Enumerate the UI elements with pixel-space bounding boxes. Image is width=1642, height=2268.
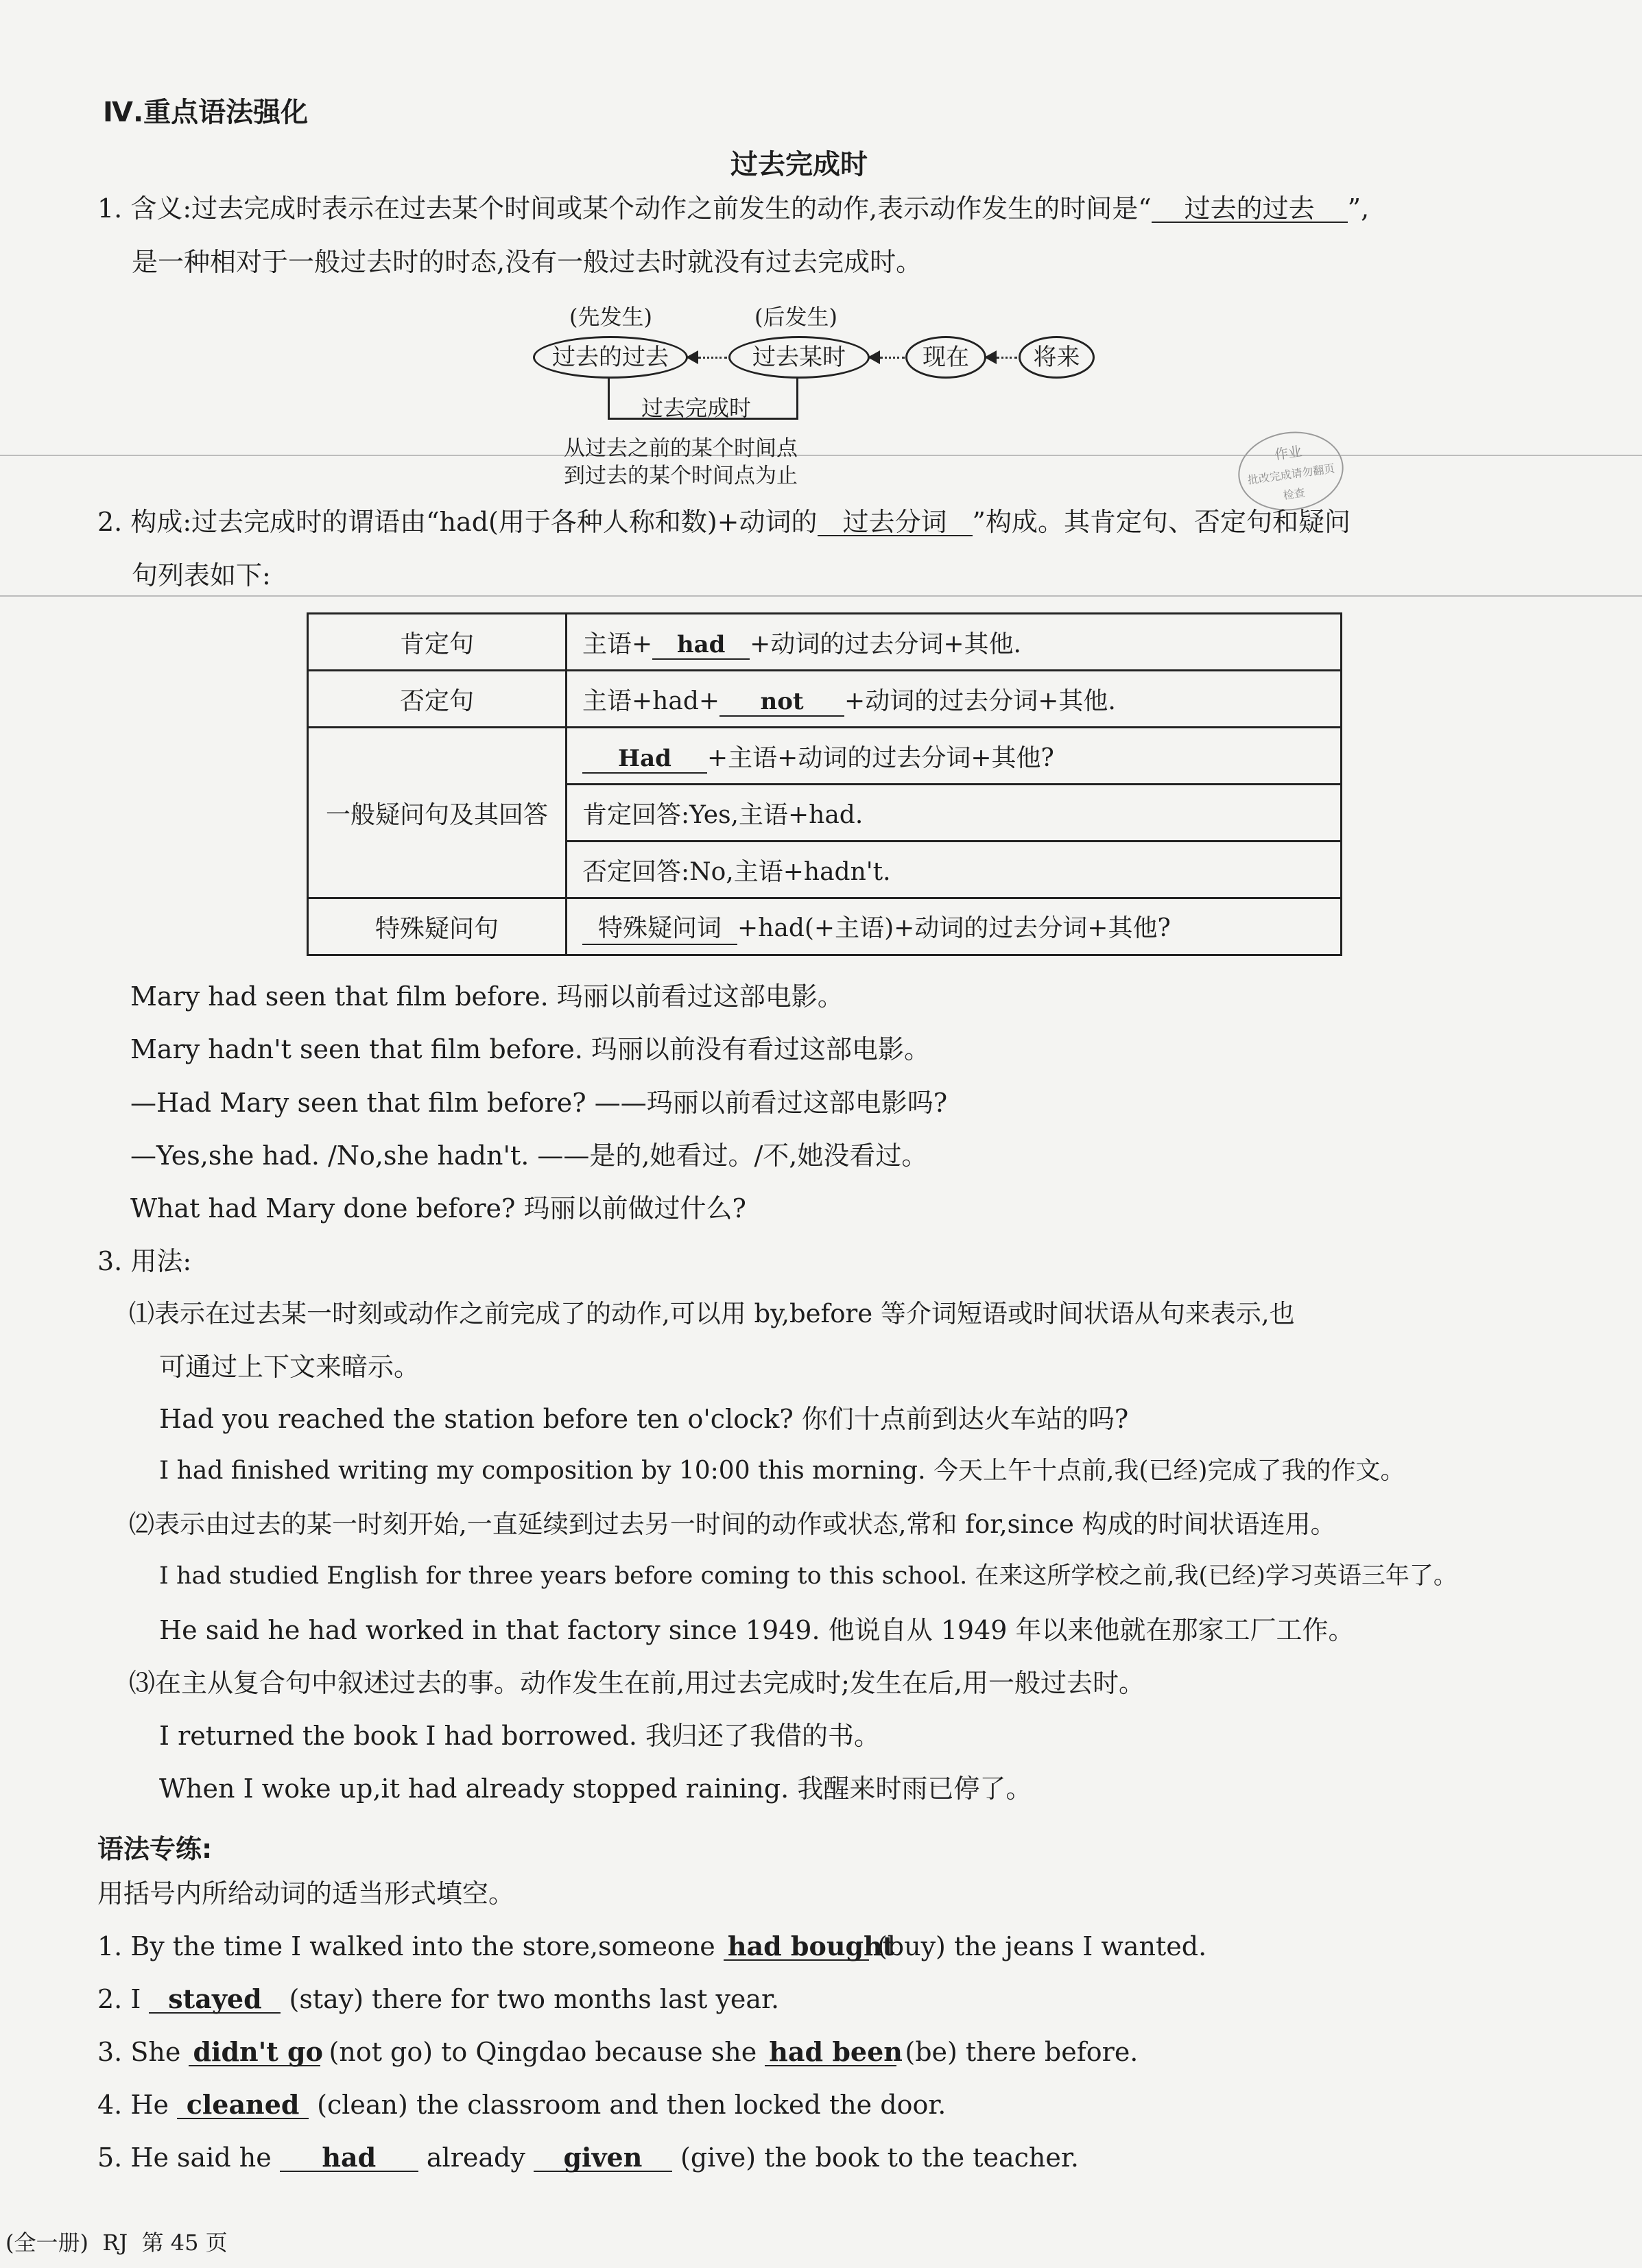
example-line: —Had Mary seen that film before? ——玛丽以前看过这部电影吗? [130, 1088, 948, 1118]
structure-table [307, 612, 1342, 956]
structure-line-2: 句列表如下: [132, 560, 271, 590]
usage-1-line-1: ⑴表示在过去某一时刻或动作之前完成了的动作,可以用 by,before 等介词短语或时间状语从句来表示,也 [129, 1299, 1295, 1328]
question-text: (give) the book to the teacher. [680, 2142, 1079, 2173]
footer-edition: RJ [102, 2230, 128, 2256]
answer-blank: had been [765, 2039, 896, 2066]
practice-question-1 [97, 1933, 1206, 1961]
question-text: 2. I [97, 1984, 141, 2014]
table-row [308, 671, 1342, 728]
usage-1-example-1: Had you reached the station before ten o'clock? 你们十点前到达火车站的吗? [159, 1404, 1129, 1434]
question-text: 5. He said he [97, 2142, 272, 2173]
question-text: (stay) there for two months last year. [289, 1984, 780, 2014]
answer-blank: given [534, 2145, 672, 2172]
question-text: already [426, 2142, 525, 2173]
table-cell [567, 614, 1342, 671]
homework-stamp [1233, 425, 1348, 517]
section-title: Ⅳ.重点语法强化 [103, 97, 309, 128]
question-text: 1. By the time I walked into the store,someone [97, 1931, 715, 1961]
usage-2-example-2: He said he had worked in that factory since 1949. 他说自从 1949 年以来他就在那家工厂工作。 [159, 1615, 1355, 1645]
cell-text: 主语+ [582, 630, 653, 658]
structure-text: 2. 构成:过去完成时的谓语由“had(用于各种人称和数)+动词的 [97, 507, 818, 537]
table-cell: 否定回答:No,主语+hadn't. [567, 841, 1342, 898]
meaning-text: 1. 含义:过去完成时表示在过去某个时间或某个动作之前发生的动作,表示动作发生的时间是“ [97, 193, 1152, 224]
table-cell [567, 671, 1342, 728]
bracket-label: 过去完成时 [641, 395, 752, 421]
practice-question-2 [97, 1983, 780, 2014]
example-line: Mary had seen that film before. 玛丽以前看过这部电影。 [130, 981, 844, 1012]
stamp-text: 作业 [1273, 442, 1303, 463]
cell-text: 主语+had+ [582, 687, 720, 715]
node-now: 现在 [905, 336, 986, 379]
practice-question-4 [97, 2089, 947, 2120]
answer-blank: Had [582, 745, 707, 774]
stamp-text: 检查 [1282, 486, 1306, 502]
table-label: 肯定句 [308, 614, 567, 671]
diagram-caption-2: 到过去的某个时间点为止 [564, 464, 798, 488]
table-cell [567, 898, 1342, 955]
bracket-left [608, 377, 610, 419]
structure-line-1 [97, 509, 1351, 536]
cell-text: +主语+动词的过去分词+其他? [707, 743, 1054, 772]
arrow-head [984, 350, 997, 364]
footer [5, 2225, 228, 2257]
diagram-caption-1: 从过去之前的某个时间点 [564, 436, 798, 461]
node-past-past: 过去的过去 [533, 336, 688, 379]
question-text: (be) there before. [905, 2037, 1139, 2067]
table-label: 特殊疑问句 [308, 898, 567, 955]
footer-volume: (全一册) [5, 2230, 88, 2256]
node-past-point: 过去某时 [728, 336, 870, 379]
usage-heading: 3. 用法: [97, 1246, 192, 1276]
practice-instruction: 用括号内所给动词的适当形式填空。 [97, 1878, 515, 1909]
question-text: (clean) the classroom and then locked the door. [317, 2090, 947, 2120]
question-text: (buy) the jeans I wanted. [877, 1931, 1207, 1961]
table-row [308, 898, 1342, 955]
meaning-line-2: 是一种相对于一般过去时的时态,没有一般过去时就没有过去完成时。 [132, 247, 923, 277]
practice-question-5 [97, 2142, 1079, 2173]
cell-text: +动词的过去分词+其他. [844, 687, 1116, 715]
answer-blank: 特殊疑问词 [582, 909, 737, 945]
table-cell [567, 728, 1342, 785]
bracket-right [796, 377, 798, 419]
practice-question-3 [97, 2036, 1139, 2067]
structure-text: ”构成。其肯定句、否定句和疑问 [972, 507, 1351, 537]
usage-2-line-1: ⑵表示由过去的某一时刻开始,一直延续到过去另一时间的动作或状态,常和 for,since 构成的时间状语连用。 [129, 1509, 1336, 1539]
example-line: What had Mary done before? 玛丽以前做过什么? [130, 1193, 746, 1223]
answer-blank: didn't go [189, 2039, 320, 2066]
answer-blank: cleaned [177, 2092, 309, 2119]
answer-blank: stayed [149, 1986, 281, 2014]
usage-1-line-2: 可通过上下文来暗示。 [159, 1352, 420, 1382]
meaning-line-1 [97, 195, 1369, 223]
practice-heading: 语法专练: [97, 1834, 213, 1864]
arrow-head [868, 350, 880, 364]
table-label: 一般疑问句及其回答 [308, 728, 567, 898]
table-cell: 肯定回答:Yes,主语+had. [567, 785, 1342, 841]
arrow-line [698, 357, 727, 359]
stamp-text: 批改完成请勿翻页 [1246, 462, 1336, 487]
answer-blank: had [652, 631, 750, 660]
page-number: 第 45 页 [141, 2230, 228, 2256]
node-future: 将来 [1019, 336, 1095, 379]
label-before: (先发生) [569, 304, 652, 330]
question-text: 4. He [97, 2090, 169, 2120]
example-line: Mary hadn't seen that film before. 玛丽以前没有看过这部电影。 [130, 1034, 930, 1064]
scan-line [0, 595, 1642, 597]
question-text: (not go) to Qingdao because she [329, 2037, 757, 2067]
usage-3-line-1: ⑶在主从复合句中叙述过去的事。动作发生在前,用过去完成时;发生在后,用一般过去时。 [129, 1668, 1145, 1698]
arrow-head [686, 350, 698, 364]
answer-blank: not [719, 688, 844, 717]
label-after: (后发生) [754, 304, 837, 330]
cell-text: +动词的过去分词+其他. [750, 630, 1021, 658]
question-text: 3. She [97, 2037, 181, 2067]
arrow-line [997, 357, 1017, 359]
table-row [308, 614, 1342, 671]
answer-blank: had bought [724, 1933, 869, 1961]
arrow-line [880, 357, 905, 359]
section-subtitle: 过去完成时 [730, 149, 868, 180]
answer-blank: had [280, 2145, 418, 2172]
answer-blank: 过去分词 [818, 509, 973, 536]
scan-line [0, 455, 1642, 456]
usage-3-example-2: When I woke up,it had already stopped raining. 我醒来时雨已停了。 [159, 1774, 1032, 1804]
answer-blank: 过去的过去 [1152, 195, 1348, 223]
usage-3-example-1: I returned the book I had borrowed. 我归还了我借的书。 [159, 1721, 881, 1751]
table-row [308, 728, 1342, 785]
usage-2-example-1: I had studied English for three years before coming to this school. 在来这所学校之前,我(已经)学习英语三年了。 [159, 1562, 1457, 1590]
table-label: 否定句 [308, 671, 567, 728]
cell-text: +had(+主语)+动词的过去分词+其他? [737, 914, 1171, 942]
example-line: —Yes,she had. /No,she hadn't. ——是的,她看过。/不,她没看过。 [130, 1141, 928, 1171]
meaning-text: ”, [1347, 193, 1370, 224]
usage-1-example-2: I had finished writing my composition by 10:00 this morning. 今天上午十点前,我(已经)完成了我的作文。 [159, 1457, 1405, 1485]
